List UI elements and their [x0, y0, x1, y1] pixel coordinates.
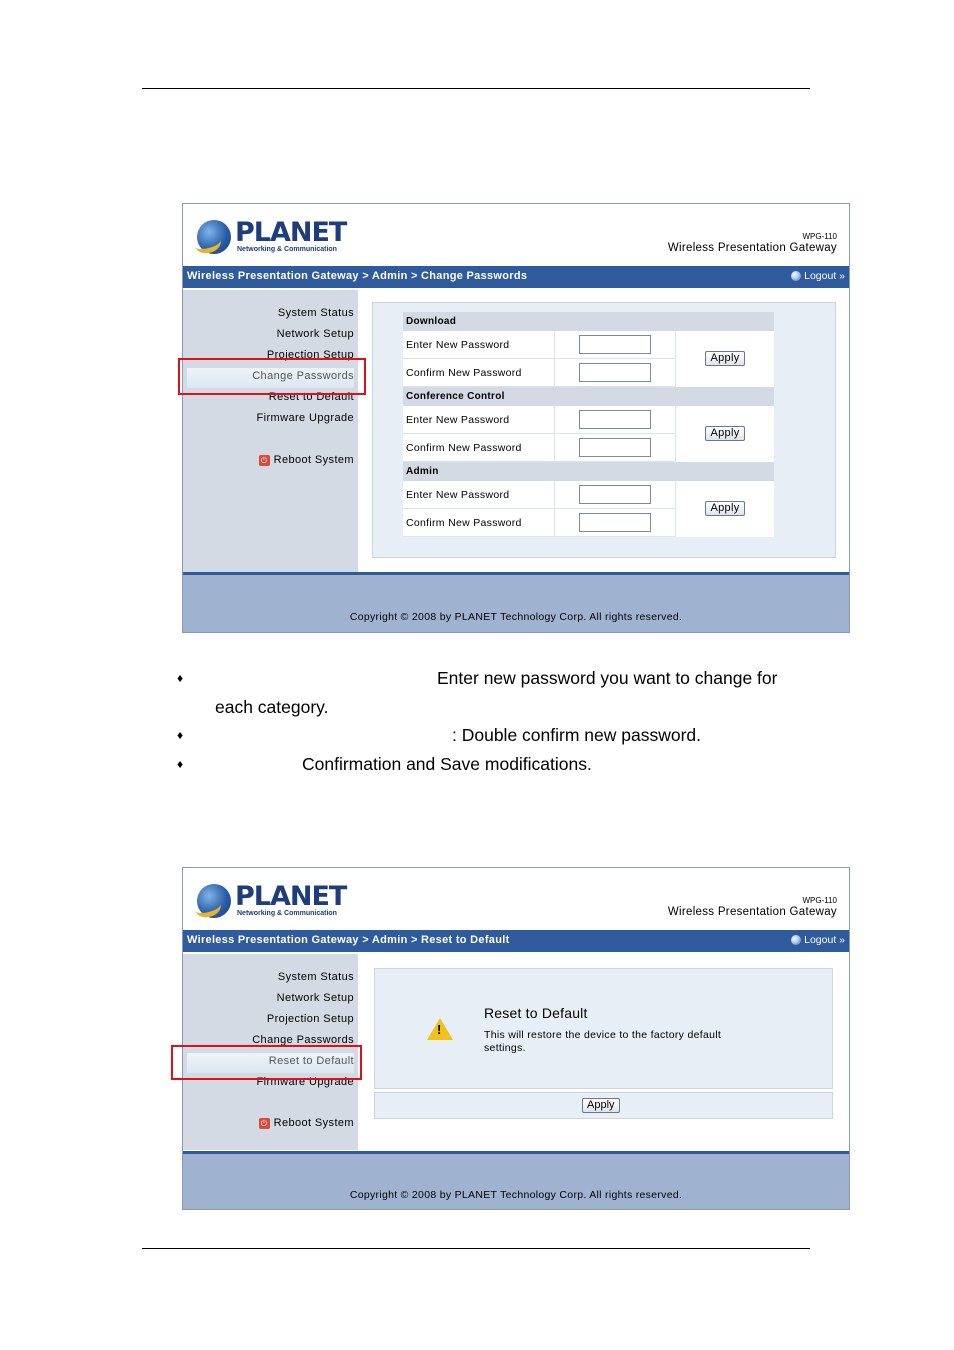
header	[183, 204, 849, 266]
highlight-change-passwords	[178, 358, 366, 395]
admin-apply-button[interactable]: Apply	[705, 501, 744, 516]
conference-enter-label: Enter New Password	[403, 406, 555, 434]
copyright: Copyright © 2008 by PLANET Technology Corp. All rights reserved.	[349, 611, 683, 623]
section-conference-control: Conference Control	[403, 387, 774, 407]
reset-to-default-screenshot	[182, 867, 850, 1210]
product-label: Wireless Presentation Gateway	[667, 242, 837, 254]
reset-title: Reset to Default	[484, 1005, 588, 1021]
power-icon: ⏻	[259, 1118, 270, 1129]
sidebar-item-reset-to-default[interactable]: Reset to Default	[268, 391, 354, 403]
sidebar-item-reset-to-default[interactable]: Reset to Default	[187, 1053, 354, 1073]
conference-apply-button[interactable]: Apply	[705, 426, 744, 441]
planet-logo: PLANET Networking & Communication	[197, 882, 337, 922]
conference-confirm-label: Confirm New Password	[403, 434, 555, 462]
diamond-bullet-icon: ♦	[177, 728, 184, 742]
highlight-reset-to-default	[171, 1045, 362, 1080]
sidebar	[183, 290, 358, 572]
power-icon: ⏻	[259, 455, 270, 466]
download-enter-input[interactable]	[579, 335, 651, 354]
admin-enter-label: Enter New Password	[403, 481, 555, 509]
footer	[183, 572, 849, 633]
sidebar-item-change-passwords[interactable]: Change Passwords	[252, 1034, 354, 1046]
password-table	[403, 312, 774, 537]
warning-icon: !	[427, 1018, 453, 1040]
download-enter-label: Enter New Password	[403, 331, 555, 359]
model-label: WPG-110	[802, 232, 837, 241]
copyright: Copyright © 2008 by PLANET Technology Corp. All rights reserved.	[349, 1189, 683, 1201]
admin-confirm-label: Confirm New Password	[403, 509, 555, 537]
breadcrumb: Wireless Presentation Gateway > Admin > Change Passwords	[187, 270, 528, 282]
reboot-system-link[interactable]: ⏻ Reboot System	[259, 1117, 354, 1129]
sidebar-item-system-status[interactable]: System Status	[277, 971, 354, 983]
diamond-bullet-icon: ♦	[177, 756, 184, 771]
sidebar-item-system-status[interactable]: System Status	[277, 307, 354, 319]
product-label: Wireless Presentation Gateway	[667, 906, 837, 918]
conference-confirm-input[interactable]	[579, 438, 651, 457]
description-list	[177, 664, 817, 778]
logout-link[interactable]: Logout »	[791, 270, 845, 282]
download-confirm-label: Confirm New Password	[403, 359, 555, 387]
bullet-confirm-new-password: ♦ : Double confirm new password.	[177, 721, 817, 750]
top-rule	[142, 88, 810, 89]
reset-message: This will restore the device to the factory default settings.	[484, 1029, 722, 1054]
model-label: WPG-110	[802, 896, 837, 905]
reset-apply-bar	[374, 1092, 833, 1119]
logout-icon	[791, 271, 801, 281]
logout-icon	[791, 935, 801, 945]
nav-bar	[183, 930, 849, 952]
sidebar-item-network-setup[interactable]: Network Setup	[276, 328, 354, 340]
breadcrumb: Wireless Presentation Gateway > Admin > Reset to Default	[187, 934, 510, 946]
sidebar-item-network-setup[interactable]: Network Setup	[276, 992, 354, 1004]
planet-logo: PLANET Networking & Communication	[197, 218, 337, 258]
admin-confirm-input[interactable]	[579, 513, 651, 532]
change-passwords-screenshot	[182, 203, 850, 633]
sidebar-item-firmware-upgrade[interactable]: Firmware Upgrade	[256, 1076, 354, 1088]
sidebar-item-projection-setup[interactable]: Projection Setup	[266, 349, 354, 361]
admin-enter-input[interactable]	[579, 485, 651, 504]
reboot-system-link[interactable]: ⏻ Reboot System	[259, 454, 354, 466]
nav-bar	[183, 266, 849, 288]
reset-apply-button[interactable]: Apply	[582, 1098, 620, 1113]
sidebar-item-change-passwords[interactable]: Change Passwords	[187, 368, 354, 388]
bullet-apply: ♦ Confirmation and Save modifications.	[177, 750, 817, 779]
sidebar-item-projection-setup[interactable]: Projection Setup	[266, 1013, 354, 1025]
bottom-rule	[142, 1248, 810, 1249]
sidebar-item-firmware-upgrade[interactable]: Firmware Upgrade	[256, 412, 354, 424]
download-confirm-input[interactable]	[579, 363, 651, 382]
download-apply-button[interactable]: Apply	[705, 351, 744, 366]
diamond-bullet-icon: ♦	[177, 671, 184, 685]
section-download: Download	[403, 312, 774, 331]
header	[183, 868, 849, 930]
reset-panel	[374, 968, 833, 1089]
bullet-enter-new-password: ♦ Enter new password you want to change for each category.	[177, 664, 817, 721]
footer	[183, 1151, 849, 1210]
section-admin: Admin	[403, 462, 774, 482]
logout-link[interactable]: Logout »	[791, 934, 845, 946]
conference-enter-input[interactable]	[579, 410, 651, 429]
